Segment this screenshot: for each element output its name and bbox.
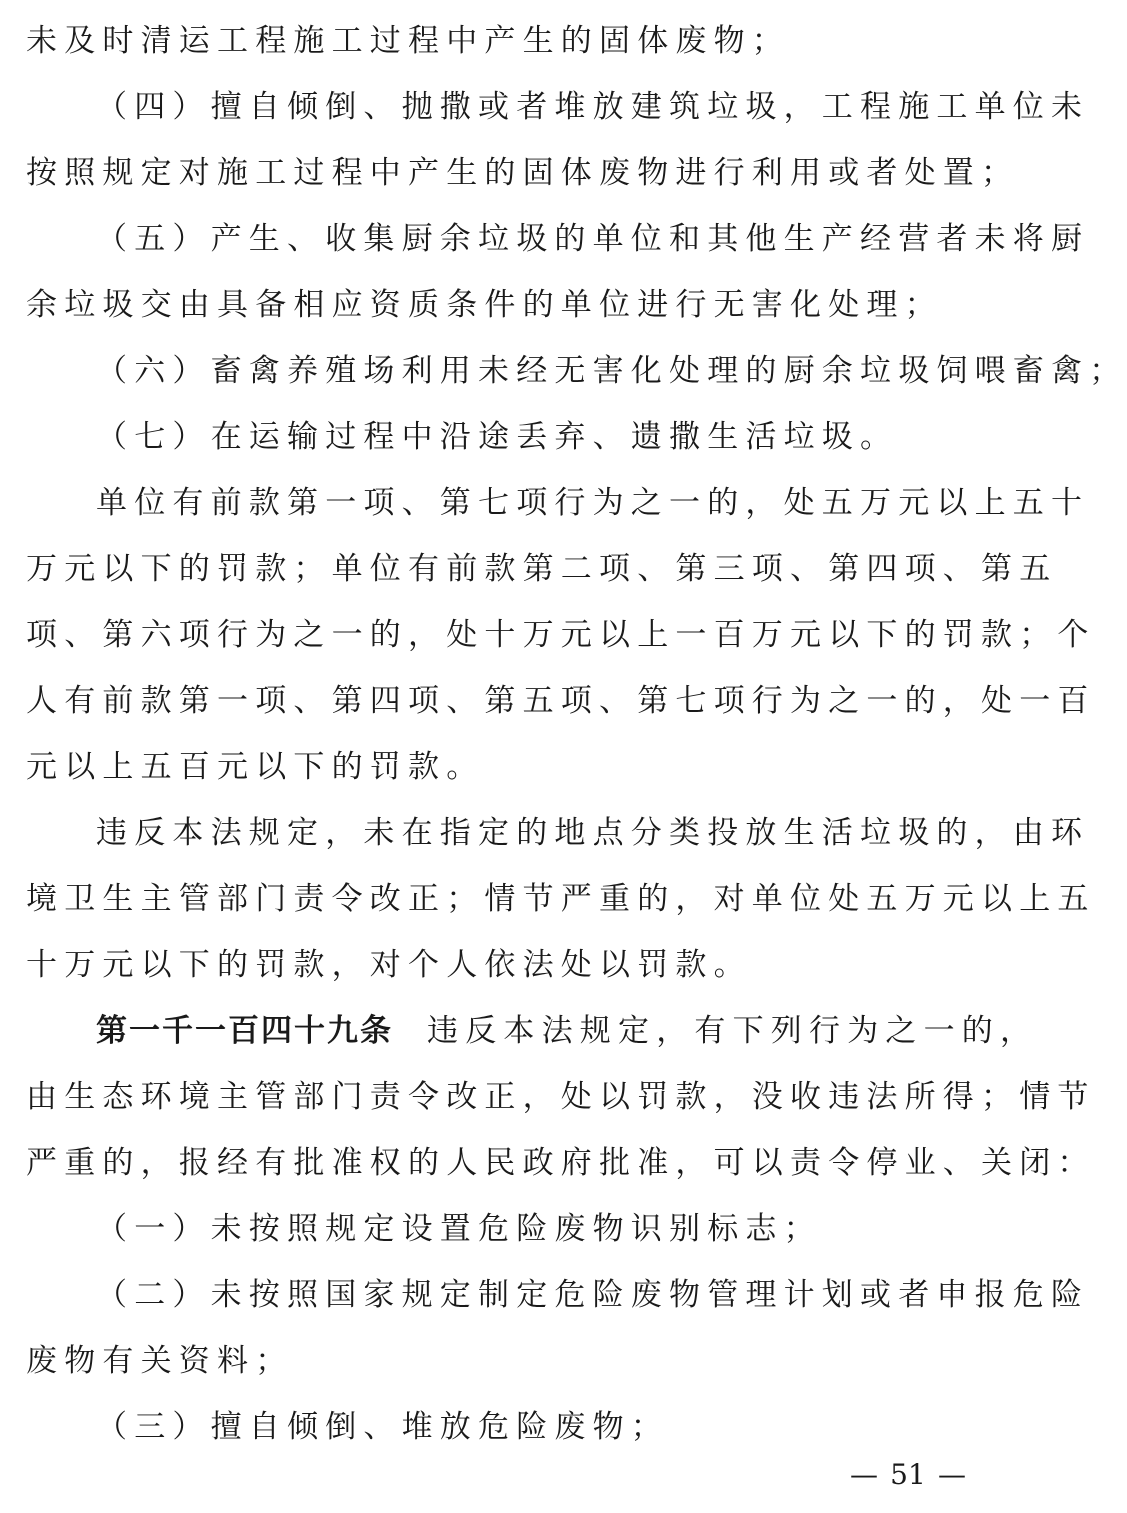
text-line: 万元以下的罚款；单位有前款第二项、第三项、第四项、第五 — [26, 551, 1058, 587]
article-line — [96, 1006, 1039, 1056]
text-line: 单位有前款第一项、第七项行为之一的，处五万元以上五十 — [96, 485, 1090, 521]
text-line: （七）在运输过程中沿途丢弃、遗撒生活垃圾。 — [96, 419, 899, 455]
page-number: 51 — [890, 1458, 926, 1491]
text-line: 废物有关资料； — [26, 1343, 294, 1379]
text-line: 严重的，报经有批准权的人民政府批准，可以责令停业、关闭： — [26, 1145, 1096, 1181]
text-line: （一）未按照规定设置危险废物识别标志； — [96, 1211, 822, 1247]
text-line: （五）产生、收集厨余垃圾的单位和其他生产经营者未将厨 — [96, 221, 1090, 257]
text-line: 按照规定对施工过程中产生的固体废物进行利用或者处置； — [26, 155, 1020, 191]
text-line: 项、第六项行为之一的，处十万元以上一百万元以下的罚款；个 — [26, 617, 1096, 653]
article-heading: 第一千一百四十九条 — [96, 1013, 393, 1049]
text-line: （二）未按照国家规定制定危险废物管理计划或者申报危险 — [96, 1277, 1090, 1313]
text-line: （四）擅自倾倒、抛撒或者堆放建筑垃圾，工程施工单位未 — [96, 89, 1090, 125]
text-line: 人有前款第一项、第四项、第五项、第七项行为之一的，处一百 — [26, 683, 1096, 719]
text-line: （三）擅自倾倒、堆放危险废物； — [96, 1409, 669, 1445]
text-line: （六）畜禽养殖场利用未经无害化处理的厨余垃圾饲喂畜禽； — [96, 353, 1127, 389]
text-line: 由生态环境主管部门责令改正，处以罚款，没收违法所得；情节 — [26, 1079, 1096, 1115]
footer-dash-right: — — [938, 1458, 966, 1491]
footer-dash-left: — — [850, 1458, 878, 1491]
text-line: 未及时清运工程施工过程中产生的固体废物； — [26, 23, 790, 59]
text-line: 余垃圾交由具备相应资质条件的单位进行无害化处理； — [26, 287, 943, 323]
text-line: 十万元以下的罚款，对个人依法处以罚款。 — [26, 947, 752, 983]
text-line: 违反本法规定，未在指定的地点分类投放生活垃圾的，由环 — [96, 815, 1090, 851]
article-text: 违反本法规定，有下列行为之一的， — [427, 1013, 1039, 1049]
text-line: 境卫生主管部门责令改正；情节严重的，对单位处五万元以上五 — [26, 881, 1096, 917]
page-footer — [844, 1455, 994, 1495]
text-line: 元以上五百元以下的罚款。 — [26, 749, 485, 785]
